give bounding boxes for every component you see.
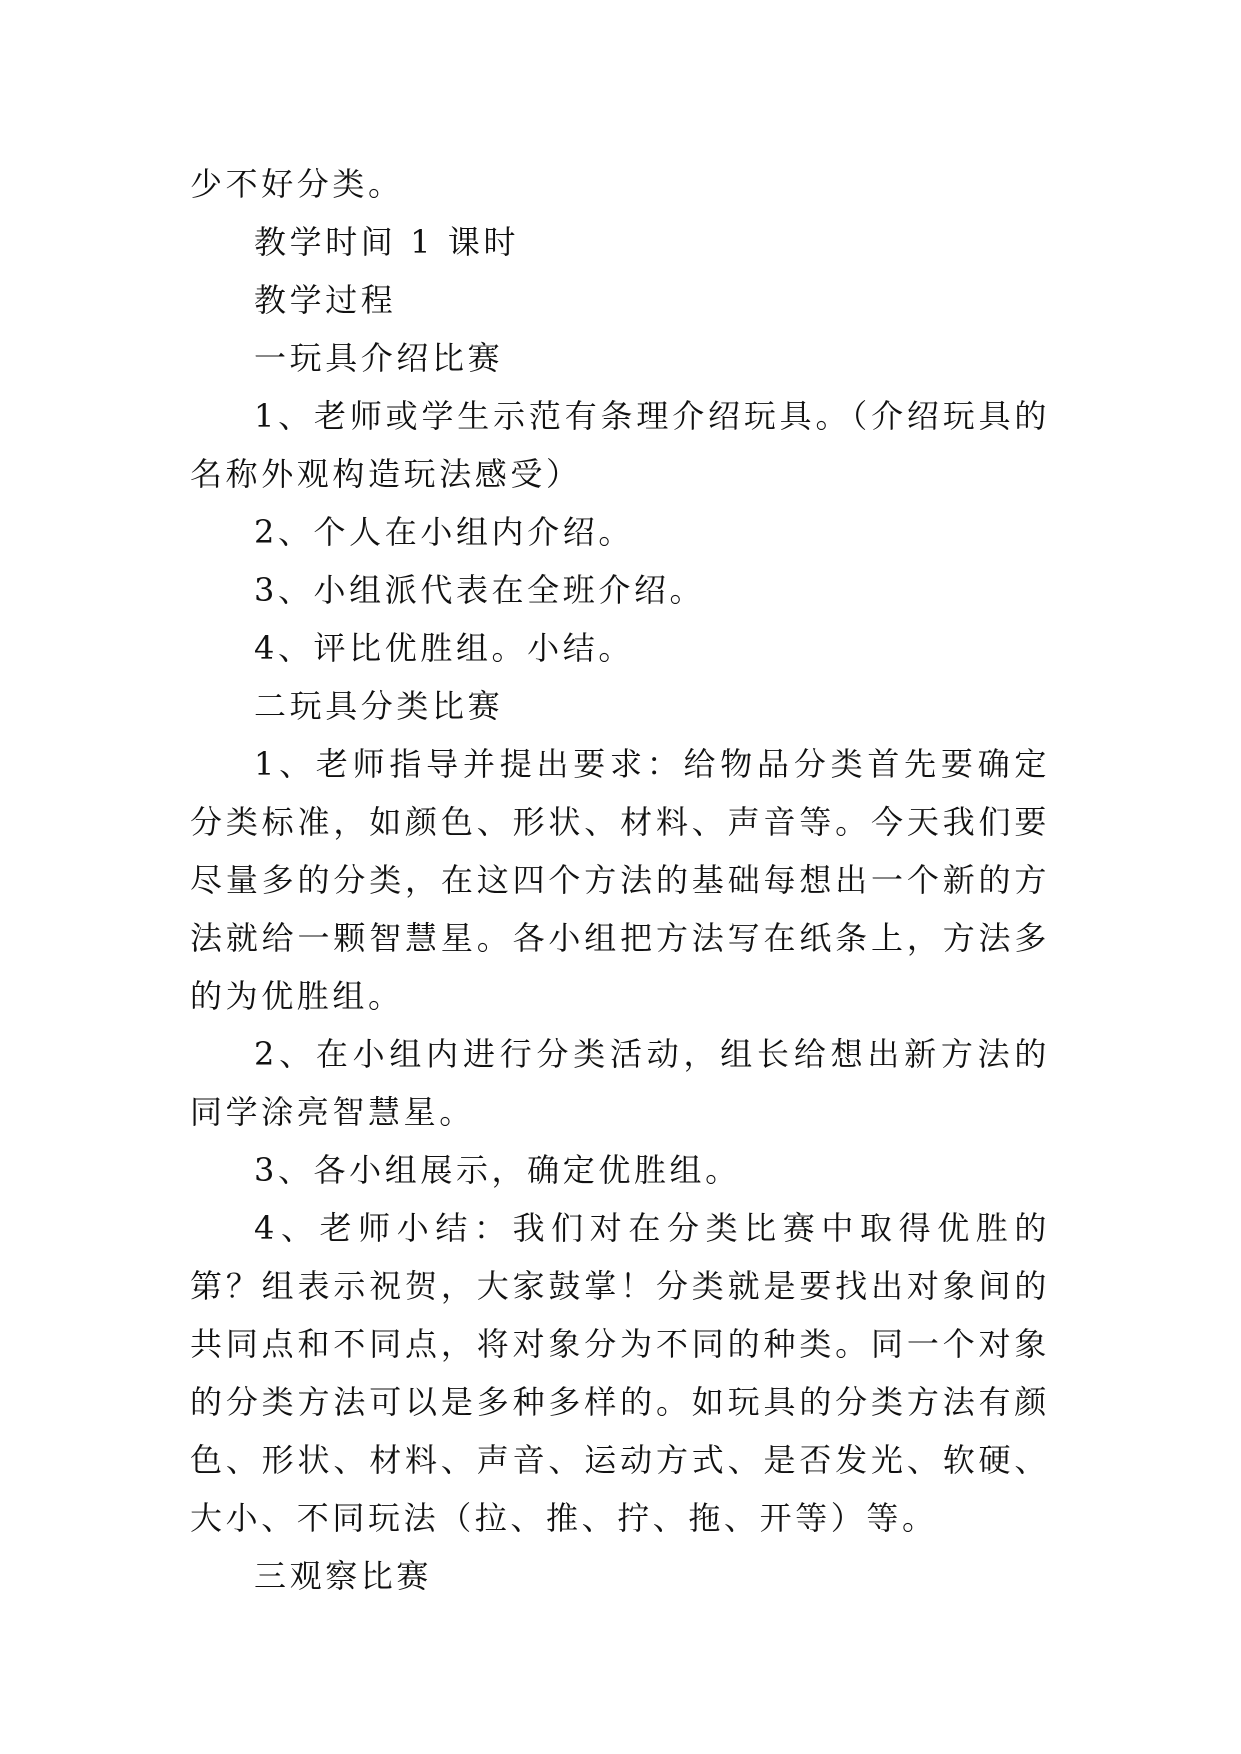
- section-heading-toy-classification: 二玩具分类比赛: [254, 687, 504, 725]
- paragraph-teaching-process: 教学过程: [254, 281, 397, 319]
- paragraph-classification-step-2: 2、在小组内进行分类活动，组长给想出新方法的同学涂亮智慧星。: [190, 1035, 1050, 1131]
- paragraph-step-1: 1、老师或学生示范有条理介绍玩具。（介绍玩具的名称外观构造玩法感受）: [190, 397, 1050, 493]
- section-heading-toy-introduction: 一玩具介绍比赛: [254, 339, 504, 377]
- document-body: [190, 155, 1050, 1605]
- paragraph-classification-step-4: 4、老师小结：我们对在分类比赛中取得优胜的第？组表示祝贺，大家鼓掌！分类就是要找出对象间的共同点和不同点，将对象分为不同的种类。同一个对象的分类方法可以是多种多样的。如玩具的分类方法有颜色、形状、材料、声音、运动方式、是否发光、软硬、大小、不同玩法（拉、推、拧、拖、开等）等。: [190, 1209, 1050, 1537]
- paragraph-classification-step-1: 1、老师指导并提出要求：给物品分类首先要确定分类标准，如颜色、形状、材料、声音等。今天我们要尽量多的分类，在这四个方法的基础每想出一个新的方法就给一颗智慧星。各小组把方法写在纸条上，方法多的为优胜组。: [190, 745, 1050, 1015]
- paragraph-step-2: 2、个人在小组内介绍。: [254, 513, 634, 551]
- section-heading-observation: 三观察比赛: [254, 1557, 433, 1595]
- paragraph-continuation: 少不好分类。: [190, 165, 404, 203]
- paragraph-step-4: 4、评比优胜组。小结。: [254, 629, 634, 667]
- paragraph-step-3: 3、小组派代表在全班介绍。: [254, 571, 706, 609]
- paragraph-classification-step-3: 3、各小组展示，确定优胜组。: [254, 1151, 741, 1189]
- paragraph-teaching-time: 教学时间 1 课时: [254, 223, 520, 261]
